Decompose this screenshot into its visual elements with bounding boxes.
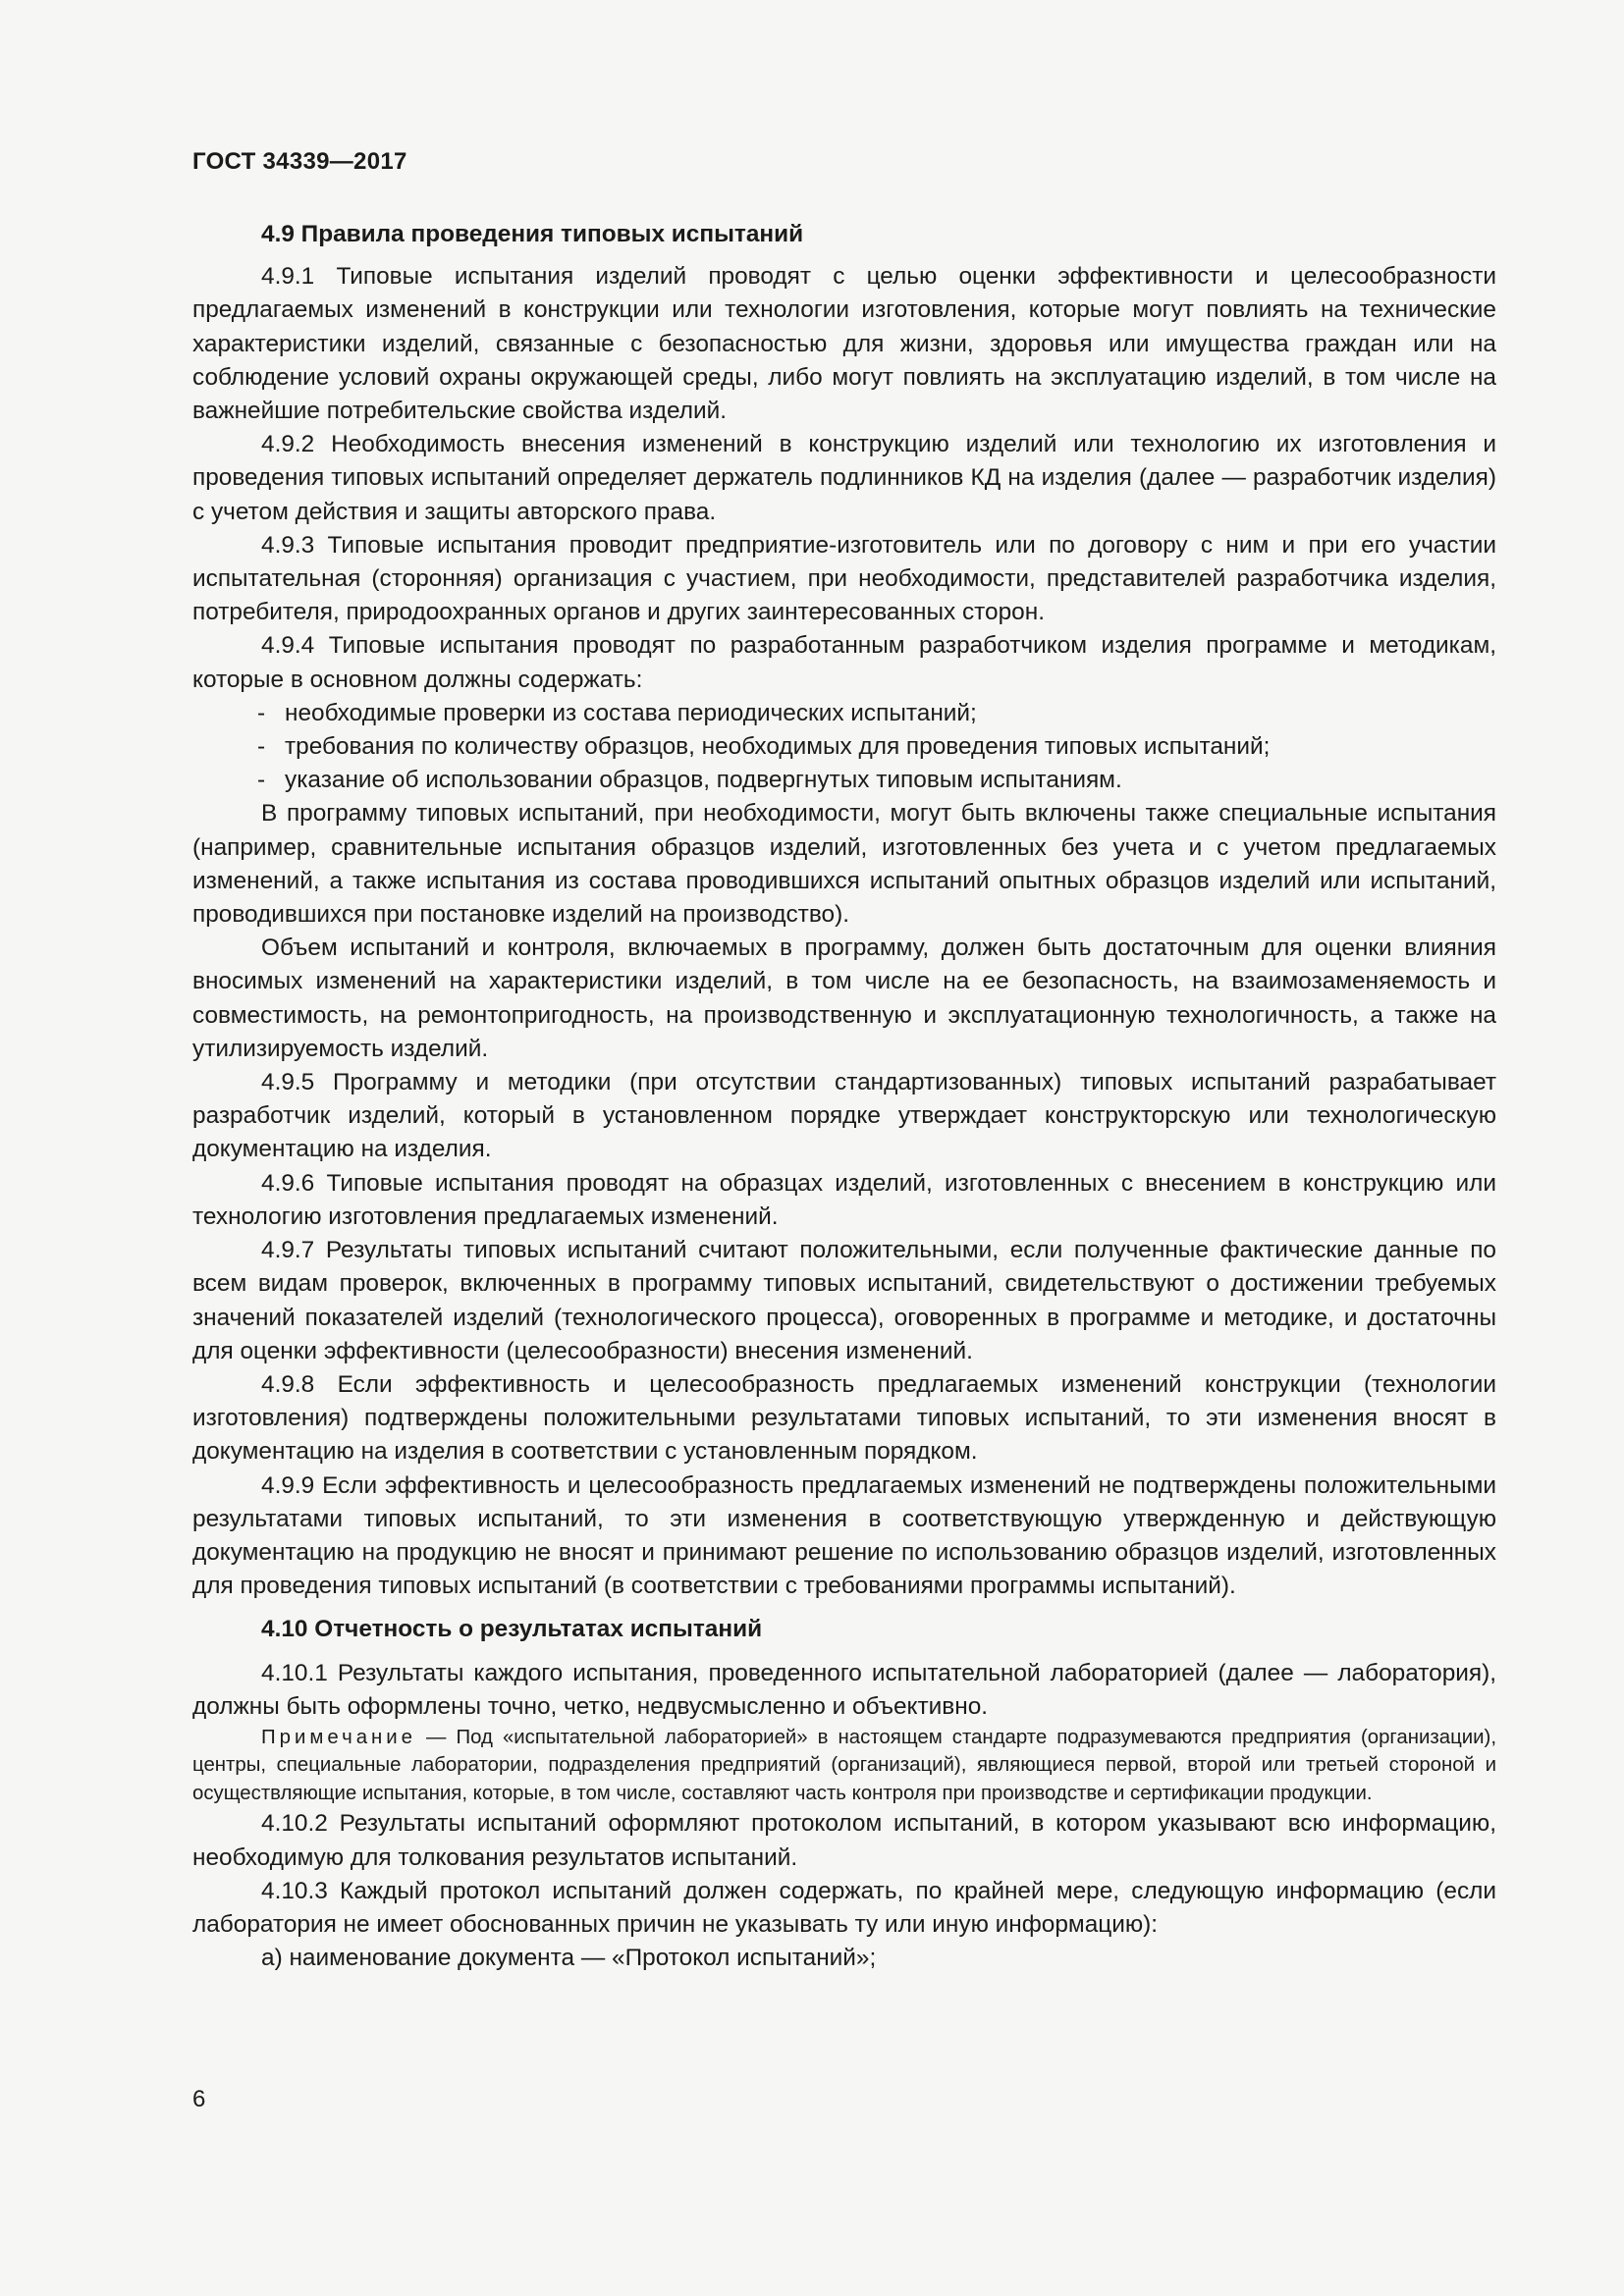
list-item: - требования по количеству образцов, необходимых для проведения типовых испытаний; xyxy=(192,730,1496,764)
paragraph-4-9-1: 4.9.1 Типовые испытания изделий проводят с целью оценки эффективности и целесообразности предлагаемых изменений в конструкции или технологии изготовления, которые могут повлиять на технические характеристики изделий, связанные с безопасностью для жизни, здоровья или имущества граждан или на соблюдение условий охраны окружающей среды, либо могут повлиять на эксплуатацию изделий, в том числе на важнейшие потребительские свойства изделий. xyxy=(192,263,1496,425)
document-number: ГОСТ 34339—2017 xyxy=(192,148,407,175)
paragraph-4-9-8: 4.9.8 Если эффективность и целесообразность предлагаемых изменений конструкции (технологии изготовления) подтверждены положительными результатами типовых испытаний, то эти изменения вносят в документацию на изделия в соответствии с установленным порядком. xyxy=(192,1370,1496,1466)
page-content xyxy=(192,218,1496,1975)
paragraph-4-9-4: 4.9.4 Типовые испытания проводят по разработанным разработчиком изделия программе и методикам, которые в основном должны содержать: xyxy=(192,632,1496,693)
paragraph-4-10-2: 4.10.2 Результаты испытаний оформляют протоколом испытаний, в котором указывают всю информацию, необходимую для толкования результатов испытаний. xyxy=(192,1810,1496,1871)
paragraph-4-9-3: 4.9.3 Типовые испытания проводит предприятие-изготовитель или по договору с ним и при его участии испытательная (сторонняя) организация с участием, при необходимости, представителей разработчика изделия, потребителя, природоохранных органов и других заинтересованных сторон. xyxy=(192,531,1496,626)
list-4-9-4 xyxy=(192,697,1496,798)
paragraph-volume: Объем испытаний и контроля, включаемых в программу, должен быть достаточным для оценки влияния вносимых изменений на характеристики изделий, в том числе на ее безопасность, на взаимозаменяемость и совместимость, на ремонтопригодность, на производственную и эксплуатационную технологичность, а также на утилизируемость изделий. xyxy=(192,934,1496,1062)
list-item-a: а) наименование документа — «Протокол испытаний»; xyxy=(261,1945,877,1972)
paragraph-4-10-3: 4.10.3 Каждый протокол испытаний должен содержать, по крайней мере, следующую информацию (если лаборатория не имеет обоснованных причин не указывать ту или иную информацию): xyxy=(192,1877,1496,1939)
paragraph-program: В программу типовых испытаний, при необходимости, могут быть включены также специальные испытания (например, сравнительные испытания образцов изделий, изготовленных без учета и с учетом предлагаемых изменений, а также испытания из состава проводившихся испытаний опытных образцов изделий или испытаний, проводившихся при постановке изделий на производство). xyxy=(192,800,1496,929)
section-heading-4-10: 4.10 Отчетность о результатах испытаний xyxy=(261,1616,763,1643)
paragraph-4-10-1: 4.10.1 Результаты каждого испытания, проведенного испытательной лабораторией (далее — лаборатория), должны быть оформлены точно, четко, недвусмысленно и объективно. xyxy=(192,1659,1496,1720)
paragraph-4-9-7: 4.9.7 Результаты типовых испытаний считают положительными, если полученные фактические данные по всем видам проверок, включенных в программу типовых испытаний, свидетельствуют о достижении требуемых значений показателей изделий (технологического процесса), оговоренных в программе и методике, и достаточны для оценки эффективности (целесообразности) внесения изменений. xyxy=(192,1237,1496,1364)
paragraph-4-9-6: 4.9.6 Типовые испытания проводят на образцах изделий, изготовленных с внесением в конструкцию или технологию изготовления предлагаемых изменений. xyxy=(192,1169,1496,1230)
paragraph-4-9-9: 4.9.9 Если эффективность и целесообразность предлагаемых изменений не подтверждены положительными результатами типовых испытаний, то эти изменения в соответствующую утвержденную и действующую документацию на продукцию не вносят и принимают решение по использованию образцов изделий, изготовленных для проведения типовых испытаний (в соответствии с требованиями программы испытаний). xyxy=(192,1471,1496,1600)
note-label: Примечание xyxy=(261,1726,417,1748)
note xyxy=(192,1724,1496,1808)
list-item: - необходимые проверки из состава периодических испытаний; xyxy=(192,697,1496,730)
note-text: — Под «испытательной лабораторией» в настоящем стандарте подразумеваются предприятия (организации), центры, специальные лаборатории, подразделения предприятий (организаций), являющиеся первой, второй или третьей стороной и осуществляющие испытания, которые, в том числе, составляют часть контроля при производстве и сертификации продукции. xyxy=(192,1726,1496,1804)
page-number: 6 xyxy=(192,2086,206,2112)
list-item: - указание об использовании образцов, подвергнутых типовым испытаниям. xyxy=(192,764,1496,797)
section-heading-4-9: 4.9 Правила проведения типовых испытаний xyxy=(261,221,804,247)
paragraph-4-9-5: 4.9.5 Программу и методики (при отсутствии стандартизованных) типовых испытаний разрабатывает разработчик изделий, который в установленном порядке утверждает конструкторскую или технологическую документацию на изделия. xyxy=(192,1069,1496,1163)
paragraph-4-9-2: 4.9.2 Необходимость внесения изменений в конструкцию изделий или технологию их изготовления и проведения типовых испытаний определяет держатель подлинников КД на изделия (далее — разработчик изделия) с учетом действия и защиты авторского права. xyxy=(192,431,1496,525)
